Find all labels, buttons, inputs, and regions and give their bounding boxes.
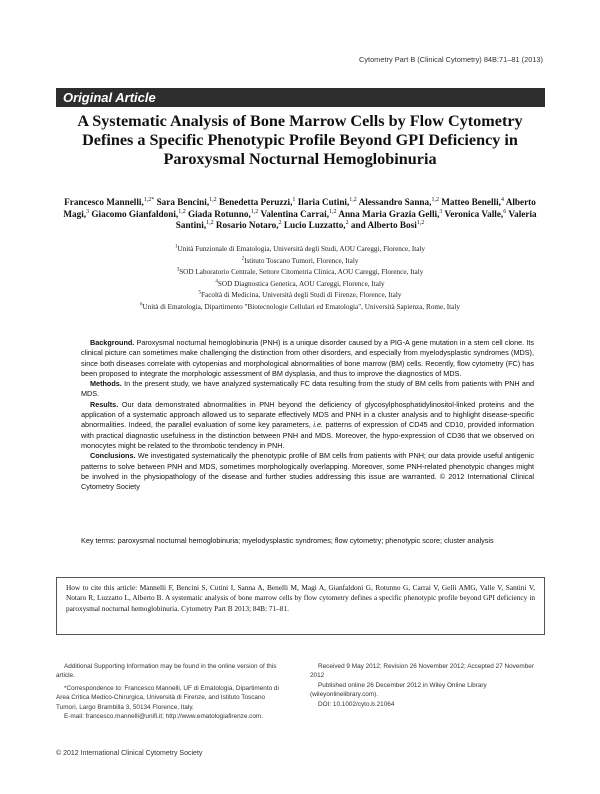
affiliation: $^4$SOD Diagnostica Genetica, AOU Careggi, Florence, Italy — [215, 279, 385, 288]
affiliation: $^3$SOD Laboratorio Centrale, Settore Citometria Clinica, AOU Careggi, Florence, Italy — [176, 267, 424, 277]
author: Veronica Valle,$^6$ — [444, 208, 507, 219]
affiliation-list — [62, 244, 538, 314]
abstract-background: Background. Paroxysmal nocturnal hemoglobinuria (PNH) is a unique disorder caused by a PIG-A gene mutation in a stem cell clone. Its clinical picture can sometimes make challenging the distinction from other disorders, and especially from myelodysplastic syndromes (MDS), since both diseases correlate with cytopenias and morphological abnormalities of bone marrow (BM) cells. Recently, flow cytometry (FC) has been proposed to integrate the morphologic assessment of BM dysplasia, and thus to improve the diagnostics of MDS. — [81, 338, 534, 378]
citation-text: Mannelli F, Bencini S, Cutini I, Sanna A, Benelli M, Magi A, Gianfaldoni G, Rotunno G, Carrai V, Gelli AMG, Valle V, Santini V, Notaro R, Luzzatto L, Alberto B. A systematic analysis of bone marrow cells by flow cytometry defines a specific phenotypic profile beyond GPI deficiency in paroxysmal nocturnal hemoglobinuria. Cytometry Part B 2013; 84B: 71–81. — [66, 583, 536, 613]
author: Rosario Notaro,$^2$ — [215, 220, 282, 231]
author: Giada Rotunno,$^{1,2}$ — [187, 208, 259, 219]
published-online[interactable]: Published online 26 December 2012 in Wiley Online Library (wileyonlinelibrary.com). — [310, 681, 487, 699]
abstract — [81, 338, 534, 492]
affiliation: $^2$Istituto Toscano Tumori, Florence, Italy — [241, 256, 359, 265]
affiliation: $^5$Facoltà di Medicina, Università degli Studi di Firenze, Florence, Italy — [198, 290, 402, 300]
affiliation: $^6$Unità di Ematologia, Dipartimento "Biotecnologie Cellulari ed Ematologia", Università Sapienza, Rome, Italy — [140, 302, 460, 311]
doi[interactable]: DOI: 10.1002/cyto.b.21064 — [318, 700, 395, 708]
received-dates: Received 9 May 2012; Revision 26 November 2012; Accepted 27 November 2012 — [310, 663, 534, 680]
author: Matteo Benelli,$^4$ — [441, 196, 504, 207]
citation-label: How to cite this article: — [66, 583, 138, 592]
author: and Alberto Bosi$^{1,2}$ — [350, 220, 425, 231]
correspondence-note: *Correspondence to: Francesco Mannelli, UF di Ematologia, Dipartimento di Area Critica Medico-Chirurgica, Università di Firenze, and Istituto Toscano Tumori, Largo Brambilla 3, 50134 Florence, Italy. — [56, 684, 279, 711]
article-title: A Systematic Analysis of Bone Marrow Cells by Flow Cytometry Defines a Specific Phenotypic Profile Beyond GPI Deficiency in Paroxysmal Nocturnal Hemoglobinuria — [77, 112, 523, 168]
author: Valeria Santini,$^{1,2}$ — [175, 208, 537, 231]
author: Alessandro Sanna,$^{1,2}$ — [358, 196, 439, 207]
footnotes-right — [310, 662, 545, 709]
abstract-methods: Methods. In the present study, we have analyzed systematically FC data resulting from the study of BM cells from patients with PNH and MDS. — [81, 379, 535, 399]
key-terms — [81, 536, 534, 546]
section-banner — [56, 88, 545, 107]
journal-header: Cytometry Part B (Clinical Cytometry) 84B:71–81 (2013) — [358, 55, 543, 64]
author: Giacomo Gianfaldoni,$^{1,2}$ — [91, 208, 186, 219]
abstract-results: Results. Our data demonstrated abnormalities in PNH beyond the deficiency of glycosylphosphatidylinositol-linked proteins and the application of a systematic approach allowed us to separate effectively MDS and PNH in a cluster analysis and to highlight disease-specific abnormalities. Indeed, the parallel evaluation of some key parameters, i.e. patterns of expression of CD45 and CD10, provided information with practical diagnostic usefulness in the distinction between PNH and MDS. Moreover, the hypo-expression of CD36 that we observed on monocytes might be related to the thrombotic tendency in PNH. — [81, 399, 534, 450]
citation-box — [56, 577, 545, 635]
author: Alberto Magi,$^3$ — [63, 197, 536, 219]
supporting-info-note: Additional Supporting Information may be found in the online version of this article. — [56, 663, 277, 680]
key-terms-label: Key terms: — [81, 536, 116, 545]
section-label: Original Article — [63, 90, 156, 105]
author: Anna Maria Grazia Gelli,$^3$ — [338, 208, 443, 219]
author: Benedetta Peruzzi,$^1$ — [218, 196, 296, 207]
email-note[interactable]: E-mail: francesco.mannelli@unifi.it; http://www.ematologiafirenze.com. — [64, 713, 263, 721]
author: Ilaria Cutini,$^{1,2}$ — [297, 196, 357, 207]
affiliation: $^1$Unità Funzionale di Ematologia, Università degli Studi, AOU Careggi, Florence, Italy — [174, 244, 426, 253]
author: Valentina Carrai,$^{1,2}$ — [260, 208, 337, 219]
footnotes-left — [56, 662, 284, 724]
author: Lucio Luzzatto,$^2$ — [283, 220, 349, 231]
author: Francesco Mannelli,$^{1,2*}$ — [64, 196, 155, 207]
author: Sara Bencini,$^{1,2}$ — [156, 196, 217, 207]
author-list — [62, 197, 538, 232]
copyright-footer: © 2012 International Clinical Cytometry Society — [56, 750, 203, 757]
abstract-conclusions: Conclusions. We investigated systematically the phenotypic profile of BM cells from patients with PNH; our data provide useful antigenic patterns to solve between PNH and MDS, sometimes morphologically overlapping. Moreover, some PNH-related phenotypic changes might be involved in the physiopathology of the disease and further studies addressing this issue are warranted. © 2012 International Clinical Cytometry Society — [81, 451, 534, 492]
key-terms-text: paroxysmal nocturnal hemoglobinuria; myelodysplastic syndromes; flow cytometry; phenotypic score; cluster analysis — [117, 536, 494, 545]
